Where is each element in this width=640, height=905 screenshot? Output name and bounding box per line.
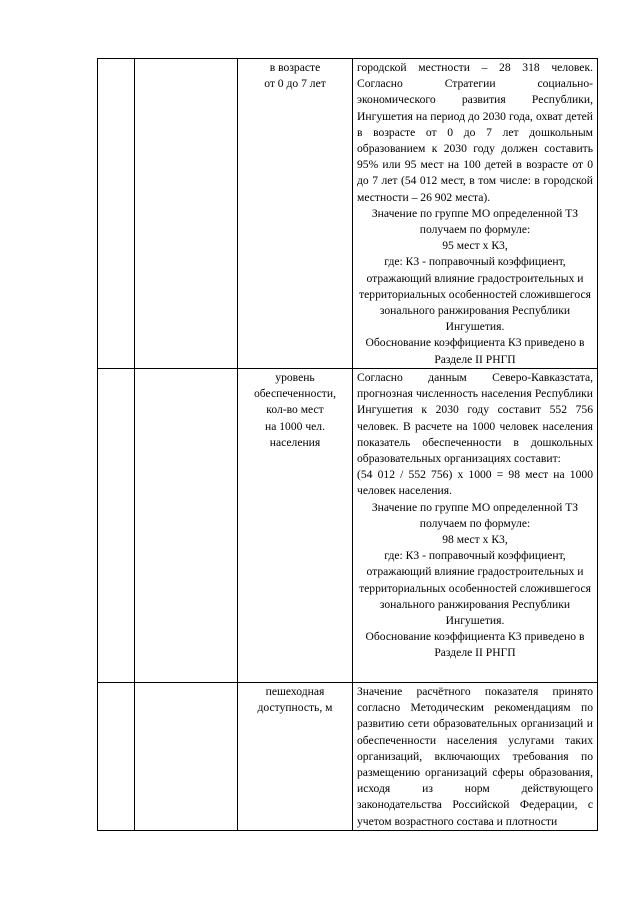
- table-row: [98, 683, 598, 831]
- object-cell: [135, 683, 238, 831]
- value-cell: [353, 683, 598, 831]
- normative-table: [97, 58, 598, 831]
- number-cell: [98, 683, 135, 831]
- number-cell: [98, 369, 135, 683]
- indicator-cell: [238, 59, 353, 369]
- object-cell: [135, 369, 238, 683]
- indicator-cell: [238, 683, 353, 831]
- formula-text: Значение по группе МО определенной ТЗ получаем по формуле: 95 мест x К3, где: К3 - поправочный коэффициент, отражающий влияние градостроительных и территориальных особенностей сложившегося зонального ранжирования Республики Ингушетия. Обоснование коэффициента К3 приведено в Разделе II РНГП: [359, 206, 591, 366]
- value-cell: [353, 369, 598, 683]
- object-cell: [135, 59, 238, 369]
- value-text: городской местности – 28 318 человек. Согласно Стратегии социально-экономического развития Республики, Ингушетия на период до 2030 года, охват детей в возрасте от 0 до 7 лет дошкольным образованием к 2030 году должен составить 95% или 95 мест на 100 детей в возрасте от 0 до 7 лет (54 012 мест, в том числе: в городской местности – 26 902 места).: [357, 61, 593, 204]
- table-row: [98, 369, 598, 683]
- number-cell: [98, 59, 135, 369]
- indicator-text: пешеходная доступность, м: [257, 685, 333, 715]
- value-text: Значение расчётного показателя принято согласно Методическим рекомендациям по развитию сети образовательных организаций и обеспеченности населения услугами таких организаций, включающих требования по размещению организаций сферы образования, исходя из норм действующего законодательства Российской Федерации, с учетом возрастного состава и плотности: [357, 685, 593, 828]
- indicator-text: в возрасте от 0 до 7 лет: [264, 61, 326, 91]
- indicator-text: уровень обеспеченности, кол-во мест на 1000 чел. населения: [254, 371, 336, 449]
- value-cell: [353, 59, 598, 369]
- value-text: Согласно данным Северо-Кавказстата, прогнозная численность населения Республики Ингушетия к 2030 году составит 552 756 человек. В расчете на 1000 человек населения показатель обеспеченности в дошкольных образовательных организациях составит: (54 012 / 552 756) x 1000 = 98 мест на 1000 человек населения.: [357, 371, 593, 498]
- indicator-cell: [238, 369, 353, 683]
- table-row: [98, 59, 598, 369]
- formula-text: Значение по группе МО определенной ТЗ получаем по формуле: 98 мест x К3, где: К3 - поправочный коэффициент, отражающий влияние градостроительных и территориальных особенностей сложившегося зонального ранжирования Республики Ингушетия. Обоснование коэффициента К3 приведено в Разделе II РНГП: [359, 500, 591, 660]
